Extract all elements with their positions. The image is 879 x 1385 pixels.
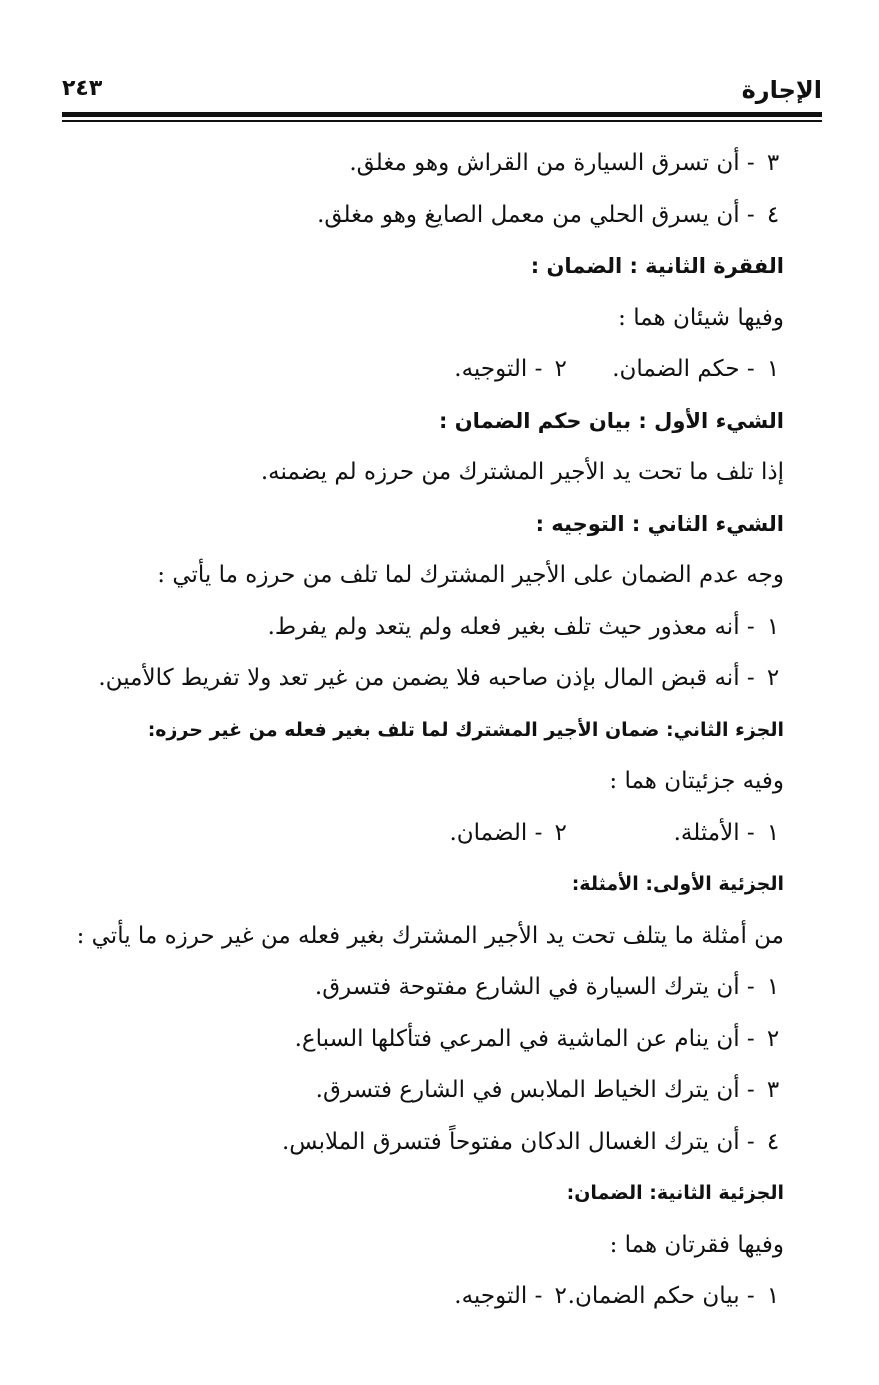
item-number: ٣ <box>766 1077 780 1103</box>
item-number: ٢ <box>554 819 567 846</box>
item-text: - أن تسرق السيارة من القراش وهو مغلق. <box>349 150 755 176</box>
paragraph: وجه عدم الضمان على الأجير المشترك لما تلف من حرزه ما يأتي : <box>157 562 784 588</box>
header-rule-thin <box>62 120 822 122</box>
paragraph: من أمثلة ما يتلف تحت يد الأجير المشترك بغير فعله من غير حرزه ما يأتي : <box>76 922 784 949</box>
item-text: - أن يسرق الحلي من معمل الصايغ وهو مغلق. <box>317 201 755 228</box>
paragraph: إذا تلف ما تحت يد الأجير المشترك من حرزه لم يضمنه. <box>260 459 784 485</box>
list-item-pair <box>62 344 784 396</box>
item-text: - بيان حكم الضمان. <box>567 1283 755 1309</box>
item-text: - أنه قبض المال بإذن صاحبه فلا يضمن من غير تعد ولا تفريط كالأمين. <box>98 665 755 691</box>
item-text: - الأمثلة. <box>673 819 755 846</box>
item-text: - حكم الضمان. <box>612 356 755 382</box>
item-number: ١ <box>766 974 780 1000</box>
item-number: ٣ <box>766 150 780 176</box>
paragraph: وفيه جزئيتان هما : <box>609 768 784 794</box>
paragraph: وفيها شيئان هما : <box>618 304 784 331</box>
list-item <box>579 808 784 860</box>
item-number: ١ <box>766 613 780 640</box>
list-item <box>62 962 784 1014</box>
item-text: - أنه معذور حيث تلف بغير فعله ولم يتعد ولم يفرط. <box>267 613 755 640</box>
list-item <box>454 356 571 382</box>
item-number: ٤ <box>766 1128 780 1155</box>
item-number: ١ <box>766 356 780 382</box>
item-number: ٤ <box>766 201 780 228</box>
list-item <box>454 1283 571 1309</box>
page-body <box>62 138 784 1323</box>
item-text: - أن يترك السيارة في الشارع مفتوحة فتسرق. <box>314 974 755 1000</box>
item-text: - أن يترك الخياط الملابس في الشارع فتسرق. <box>315 1077 755 1103</box>
list-item-pair <box>62 1271 784 1323</box>
list-item <box>62 602 784 654</box>
section-heading: الفقرة الثانية : الضمان : <box>530 254 784 278</box>
chapter-title: الإجارة <box>741 76 822 104</box>
section-heading: الجزئية الأولى: الأمثلة: <box>571 873 784 895</box>
item-number: ٢ <box>554 1283 567 1309</box>
item-text: - أن ينام عن الماشية في المرعي فتأكلها السباع. <box>294 1025 755 1052</box>
list-item <box>62 1065 784 1117</box>
list-item <box>62 653 784 705</box>
list-item <box>567 1271 784 1323</box>
section-heading: الشيء الأول : بيان حكم الضمان : <box>439 408 784 433</box>
section-heading: الشيء الثاني : التوجيه : <box>535 511 784 536</box>
list-item <box>62 1014 784 1066</box>
list-item <box>62 138 784 190</box>
item-text: - أن يترك الغسال الدكان مفتوحاً فتسرق الملابس. <box>281 1128 755 1155</box>
item-number: ٢ <box>766 665 780 691</box>
item-text: - التوجيه. <box>454 356 543 382</box>
item-number: ٢ <box>766 1025 780 1052</box>
list-item <box>62 190 784 242</box>
page-number: ٢٤٣ <box>62 76 103 101</box>
list-item <box>579 344 784 396</box>
paragraph: وفيها فقرتان هما : <box>609 1231 784 1258</box>
item-number: ١ <box>766 1283 780 1309</box>
list-item <box>449 820 571 846</box>
section-heading: الجزئية الثانية: الضمان: <box>566 1182 784 1204</box>
item-text: - الضمان. <box>449 819 543 846</box>
running-header <box>62 70 822 110</box>
section-heading: الجزء الثاني: ضمان الأجير المشترك لما تلف بغير فعله من غير حرزه: <box>147 718 784 741</box>
list-item <box>62 1117 784 1169</box>
header-rule-thick <box>62 112 822 117</box>
list-item-pair <box>62 808 784 860</box>
item-number: ١ <box>766 819 780 846</box>
item-text: - التوجيه. <box>454 1283 543 1309</box>
item-number: ٢ <box>554 356 567 382</box>
